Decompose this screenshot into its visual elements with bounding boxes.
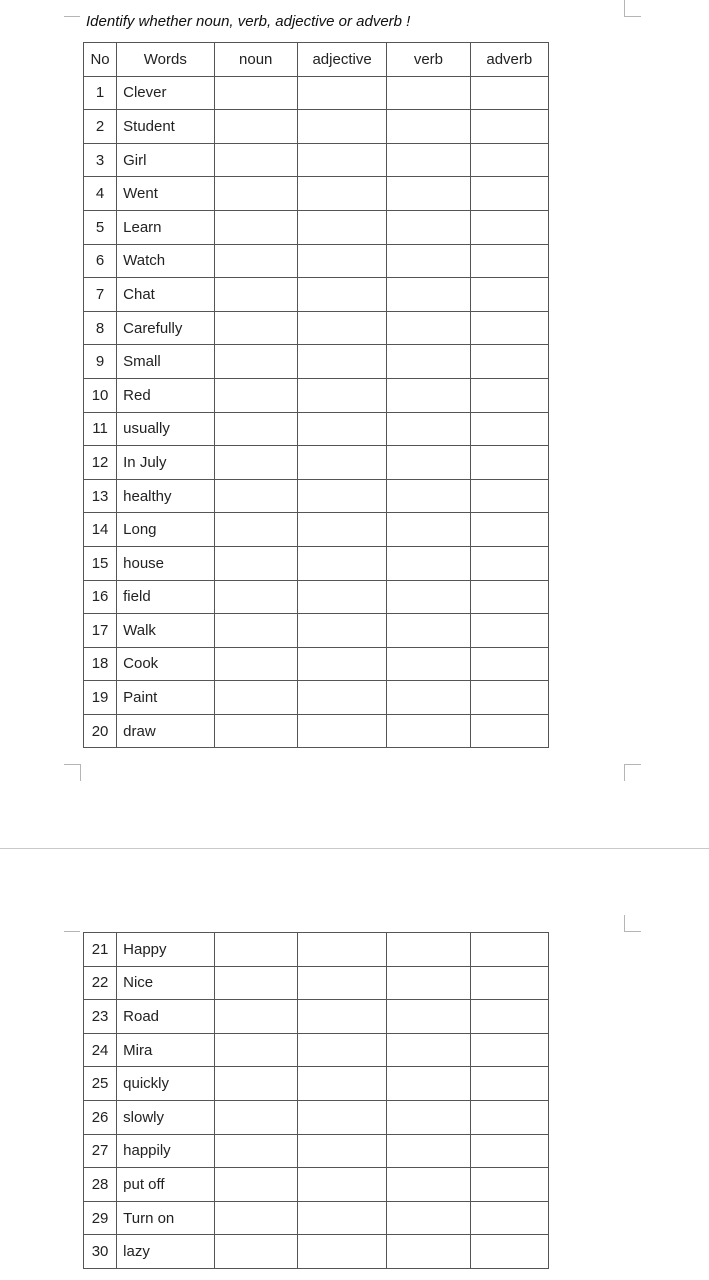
adverb-answer-cell[interactable]: [470, 479, 548, 513]
row-number: 15: [84, 546, 117, 580]
adverb-answer-cell[interactable]: [470, 278, 548, 312]
word-cell: Watch: [117, 244, 214, 278]
row-number: 9: [84, 345, 117, 379]
row-number: 2: [84, 110, 117, 144]
adjective-answer-cell[interactable]: [297, 412, 386, 446]
table-row: [84, 143, 549, 177]
header-words: Words: [117, 43, 214, 77]
row-number: 25: [84, 1067, 117, 1101]
table-row: [84, 580, 549, 614]
adjective-answer-cell[interactable]: [297, 311, 386, 345]
noun-answer-cell[interactable]: [214, 1201, 297, 1235]
row-number: 19: [84, 681, 117, 715]
row-number: 10: [84, 378, 117, 412]
adjective-answer-cell[interactable]: [297, 210, 386, 244]
adjective-answer-cell[interactable]: [297, 1000, 386, 1034]
word-cell: lazy: [117, 1235, 214, 1269]
adverb-answer-cell[interactable]: [470, 76, 548, 110]
verb-answer-cell[interactable]: [387, 714, 470, 748]
row-number: 8: [84, 311, 117, 345]
table-row: [84, 966, 549, 1000]
adjective-answer-cell[interactable]: [297, 446, 386, 480]
adjective-answer-cell[interactable]: [297, 177, 386, 211]
adverb-answer-cell[interactable]: [470, 681, 548, 715]
verb-answer-cell[interactable]: [387, 345, 470, 379]
word-cell: Chat: [117, 278, 214, 312]
noun-answer-cell[interactable]: [214, 1000, 297, 1034]
noun-answer-cell[interactable]: [214, 278, 297, 312]
adjective-answer-cell[interactable]: [297, 1033, 386, 1067]
word-cell: Paint: [117, 681, 214, 715]
adverb-answer-cell[interactable]: [470, 177, 548, 211]
noun-answer-cell[interactable]: [214, 933, 297, 967]
header-verb: verb: [387, 43, 470, 77]
verb-answer-cell[interactable]: [387, 513, 470, 547]
word-cell: quickly: [117, 1067, 214, 1101]
adjective-answer-cell[interactable]: [297, 1168, 386, 1202]
adverb-answer-cell[interactable]: [470, 1067, 548, 1101]
table-row: [84, 1067, 549, 1101]
word-cell: Student: [117, 110, 214, 144]
noun-answer-cell[interactable]: [214, 210, 297, 244]
adjective-answer-cell[interactable]: [297, 546, 386, 580]
noun-answer-cell[interactable]: [214, 311, 297, 345]
row-number: 30: [84, 1235, 117, 1269]
adjective-answer-cell[interactable]: [297, 1100, 386, 1134]
adverb-answer-cell[interactable]: [470, 647, 548, 681]
table-row: [84, 345, 549, 379]
table-row: [84, 933, 549, 967]
word-cell: Happy: [117, 933, 214, 967]
noun-answer-cell[interactable]: [214, 412, 297, 446]
header-noun: noun: [214, 43, 297, 77]
row-number: 21: [84, 933, 117, 967]
table-row: [84, 1100, 549, 1134]
adjective-answer-cell[interactable]: [297, 681, 386, 715]
verb-answer-cell[interactable]: [387, 446, 470, 480]
table-row: [84, 110, 549, 144]
adjective-answer-cell[interactable]: [297, 345, 386, 379]
noun-answer-cell[interactable]: [214, 110, 297, 144]
table-row: [84, 278, 549, 312]
table-row: [84, 412, 549, 446]
table-header-row: [84, 43, 549, 77]
verb-answer-cell[interactable]: [387, 110, 470, 144]
word-cell: Clever: [117, 76, 214, 110]
noun-answer-cell[interactable]: [214, 446, 297, 480]
word-cell: Road: [117, 1000, 214, 1034]
noun-answer-cell[interactable]: [214, 1067, 297, 1101]
adverb-answer-cell[interactable]: [470, 1235, 548, 1269]
margin-corner-mark: [64, 764, 81, 781]
adverb-answer-cell[interactable]: [470, 614, 548, 648]
header-adjective: adjective: [297, 43, 386, 77]
table-row: [84, 1000, 549, 1034]
row-number: 16: [84, 580, 117, 614]
word-cell: Mira: [117, 1033, 214, 1067]
noun-answer-cell[interactable]: [214, 378, 297, 412]
header-no: No: [84, 43, 117, 77]
row-number: 20: [84, 714, 117, 748]
verb-answer-cell[interactable]: [387, 966, 470, 1000]
verb-answer-cell[interactable]: [387, 1235, 470, 1269]
row-number: 4: [84, 177, 117, 211]
adverb-answer-cell[interactable]: [470, 1033, 548, 1067]
adverb-answer-cell[interactable]: [470, 143, 548, 177]
word-cell: Girl: [117, 143, 214, 177]
verb-answer-cell[interactable]: [387, 311, 470, 345]
table-row: [84, 446, 549, 480]
adverb-answer-cell[interactable]: [470, 378, 548, 412]
adjective-answer-cell[interactable]: [297, 580, 386, 614]
row-number: 29: [84, 1201, 117, 1235]
word-cell: Cook: [117, 647, 214, 681]
adjective-answer-cell[interactable]: [297, 76, 386, 110]
verb-answer-cell[interactable]: [387, 76, 470, 110]
table-row: [84, 177, 549, 211]
table-row: [84, 210, 549, 244]
adjective-answer-cell[interactable]: [297, 647, 386, 681]
adjective-answer-cell[interactable]: [297, 479, 386, 513]
word-cell: In July: [117, 446, 214, 480]
noun-answer-cell[interactable]: [214, 714, 297, 748]
row-number: 17: [84, 614, 117, 648]
noun-answer-cell[interactable]: [214, 580, 297, 614]
word-cell: Turn on: [117, 1201, 214, 1235]
word-cell: Red: [117, 378, 214, 412]
verb-answer-cell[interactable]: [387, 1100, 470, 1134]
verb-answer-cell[interactable]: [387, 546, 470, 580]
verb-answer-cell[interactable]: [387, 143, 470, 177]
adjective-answer-cell[interactable]: [297, 143, 386, 177]
verb-answer-cell[interactable]: [387, 1201, 470, 1235]
row-number: 5: [84, 210, 117, 244]
table-row: [84, 714, 549, 748]
noun-answer-cell[interactable]: [214, 479, 297, 513]
word-cell: house: [117, 546, 214, 580]
noun-answer-cell[interactable]: [214, 614, 297, 648]
table-row: [84, 1033, 549, 1067]
word-cell: Carefully: [117, 311, 214, 345]
adverb-answer-cell[interactable]: [470, 412, 548, 446]
word-cell: draw: [117, 714, 214, 748]
adjective-answer-cell[interactable]: [297, 378, 386, 412]
adverb-answer-cell[interactable]: [470, 1201, 548, 1235]
adverb-answer-cell[interactable]: [470, 446, 548, 480]
row-number: 22: [84, 966, 117, 1000]
adjective-answer-cell[interactable]: [297, 278, 386, 312]
noun-answer-cell[interactable]: [214, 681, 297, 715]
adjective-answer-cell[interactable]: [297, 614, 386, 648]
noun-answer-cell[interactable]: [214, 143, 297, 177]
verb-answer-cell[interactable]: [387, 1134, 470, 1168]
adverb-answer-cell[interactable]: [470, 345, 548, 379]
verb-answer-cell[interactable]: [387, 647, 470, 681]
adjective-answer-cell[interactable]: [297, 513, 386, 547]
verb-answer-cell[interactable]: [387, 479, 470, 513]
word-classification-table-continued: [83, 932, 549, 1269]
word-cell: happily: [117, 1134, 214, 1168]
row-number: 28: [84, 1168, 117, 1202]
table-row: [84, 311, 549, 345]
row-number: 13: [84, 479, 117, 513]
noun-answer-cell[interactable]: [214, 1033, 297, 1067]
header-adverb: adverb: [470, 43, 548, 77]
table-row: [84, 244, 549, 278]
word-cell: Long: [117, 513, 214, 547]
verb-answer-cell[interactable]: [387, 681, 470, 715]
word-cell: put off: [117, 1168, 214, 1202]
adverb-answer-cell[interactable]: [470, 1000, 548, 1034]
table-row: [84, 614, 549, 648]
verb-answer-cell[interactable]: [387, 1168, 470, 1202]
adverb-answer-cell[interactable]: [470, 1168, 548, 1202]
row-number: 26: [84, 1100, 117, 1134]
row-number: 7: [84, 278, 117, 312]
adjective-answer-cell[interactable]: [297, 244, 386, 278]
worksheet-title: Identify whether noun, verb, adjective or adverb !: [86, 13, 411, 30]
verb-answer-cell[interactable]: [387, 580, 470, 614]
adjective-answer-cell[interactable]: [297, 714, 386, 748]
noun-answer-cell[interactable]: [214, 546, 297, 580]
adverb-answer-cell[interactable]: [470, 580, 548, 614]
row-number: 23: [84, 1000, 117, 1034]
noun-answer-cell[interactable]: [214, 345, 297, 379]
table-row: [84, 681, 549, 715]
adjective-answer-cell[interactable]: [297, 933, 386, 967]
noun-answer-cell[interactable]: [214, 513, 297, 547]
adverb-answer-cell[interactable]: [470, 933, 548, 967]
adverb-answer-cell[interactable]: [470, 210, 548, 244]
noun-answer-cell[interactable]: [214, 244, 297, 278]
margin-corner-mark: [624, 0, 641, 17]
word-cell: usually: [117, 412, 214, 446]
adjective-answer-cell[interactable]: [297, 1067, 386, 1101]
table-row: [84, 479, 549, 513]
noun-answer-cell[interactable]: [214, 1168, 297, 1202]
row-number: 1: [84, 76, 117, 110]
word-cell: Nice: [117, 966, 214, 1000]
word-cell: Small: [117, 345, 214, 379]
noun-answer-cell[interactable]: [214, 1235, 297, 1269]
verb-answer-cell[interactable]: [387, 244, 470, 278]
verb-answer-cell[interactable]: [387, 614, 470, 648]
adverb-answer-cell[interactable]: [470, 714, 548, 748]
margin-corner-mark: [64, 915, 80, 932]
row-number: 3: [84, 143, 117, 177]
row-number: 12: [84, 446, 117, 480]
noun-answer-cell[interactable]: [214, 177, 297, 211]
word-classification-table: [83, 42, 549, 748]
verb-answer-cell[interactable]: [387, 278, 470, 312]
adverb-answer-cell[interactable]: [470, 1134, 548, 1168]
noun-answer-cell[interactable]: [214, 966, 297, 1000]
margin-corner-mark: [64, 0, 80, 17]
row-number: 11: [84, 412, 117, 446]
row-number: 18: [84, 647, 117, 681]
margin-corner-mark: [624, 915, 641, 932]
verb-answer-cell[interactable]: [387, 177, 470, 211]
verb-answer-cell[interactable]: [387, 1000, 470, 1034]
verb-answer-cell[interactable]: [387, 1033, 470, 1067]
word-cell: slowly: [117, 1100, 214, 1134]
adverb-answer-cell[interactable]: [470, 244, 548, 278]
word-cell: Learn: [117, 210, 214, 244]
table-row: [84, 546, 549, 580]
noun-answer-cell[interactable]: [214, 1100, 297, 1134]
adjective-answer-cell[interactable]: [297, 110, 386, 144]
adjective-answer-cell[interactable]: [297, 1134, 386, 1168]
row-number: 24: [84, 1033, 117, 1067]
row-number: 14: [84, 513, 117, 547]
table-row: [84, 1201, 549, 1235]
word-cell: Walk: [117, 614, 214, 648]
word-cell: Went: [117, 177, 214, 211]
adverb-answer-cell[interactable]: [470, 1100, 548, 1134]
row-number: 27: [84, 1134, 117, 1168]
table-row: [84, 647, 549, 681]
verb-answer-cell[interactable]: [387, 1067, 470, 1101]
adjective-answer-cell[interactable]: [297, 1201, 386, 1235]
table-row: [84, 513, 549, 547]
table-row: [84, 378, 549, 412]
adverb-answer-cell[interactable]: [470, 546, 548, 580]
verb-answer-cell[interactable]: [387, 933, 470, 967]
adverb-answer-cell[interactable]: [470, 110, 548, 144]
verb-answer-cell[interactable]: [387, 210, 470, 244]
noun-answer-cell[interactable]: [214, 76, 297, 110]
row-number: 6: [84, 244, 117, 278]
adverb-answer-cell[interactable]: [470, 311, 548, 345]
noun-answer-cell[interactable]: [214, 647, 297, 681]
word-cell: field: [117, 580, 214, 614]
adjective-answer-cell[interactable]: [297, 1235, 386, 1269]
adverb-answer-cell[interactable]: [470, 966, 548, 1000]
table-row: [84, 1168, 549, 1202]
margin-corner-mark: [624, 764, 641, 781]
verb-answer-cell[interactable]: [387, 378, 470, 412]
table-row: [84, 1134, 549, 1168]
table-row: [84, 76, 549, 110]
adverb-answer-cell[interactable]: [470, 513, 548, 547]
document-page-2: [0, 849, 709, 1280]
word-cell: healthy: [117, 479, 214, 513]
noun-answer-cell[interactable]: [214, 1134, 297, 1168]
table-row: [84, 1235, 549, 1269]
verb-answer-cell[interactable]: [387, 412, 470, 446]
adjective-answer-cell[interactable]: [297, 966, 386, 1000]
